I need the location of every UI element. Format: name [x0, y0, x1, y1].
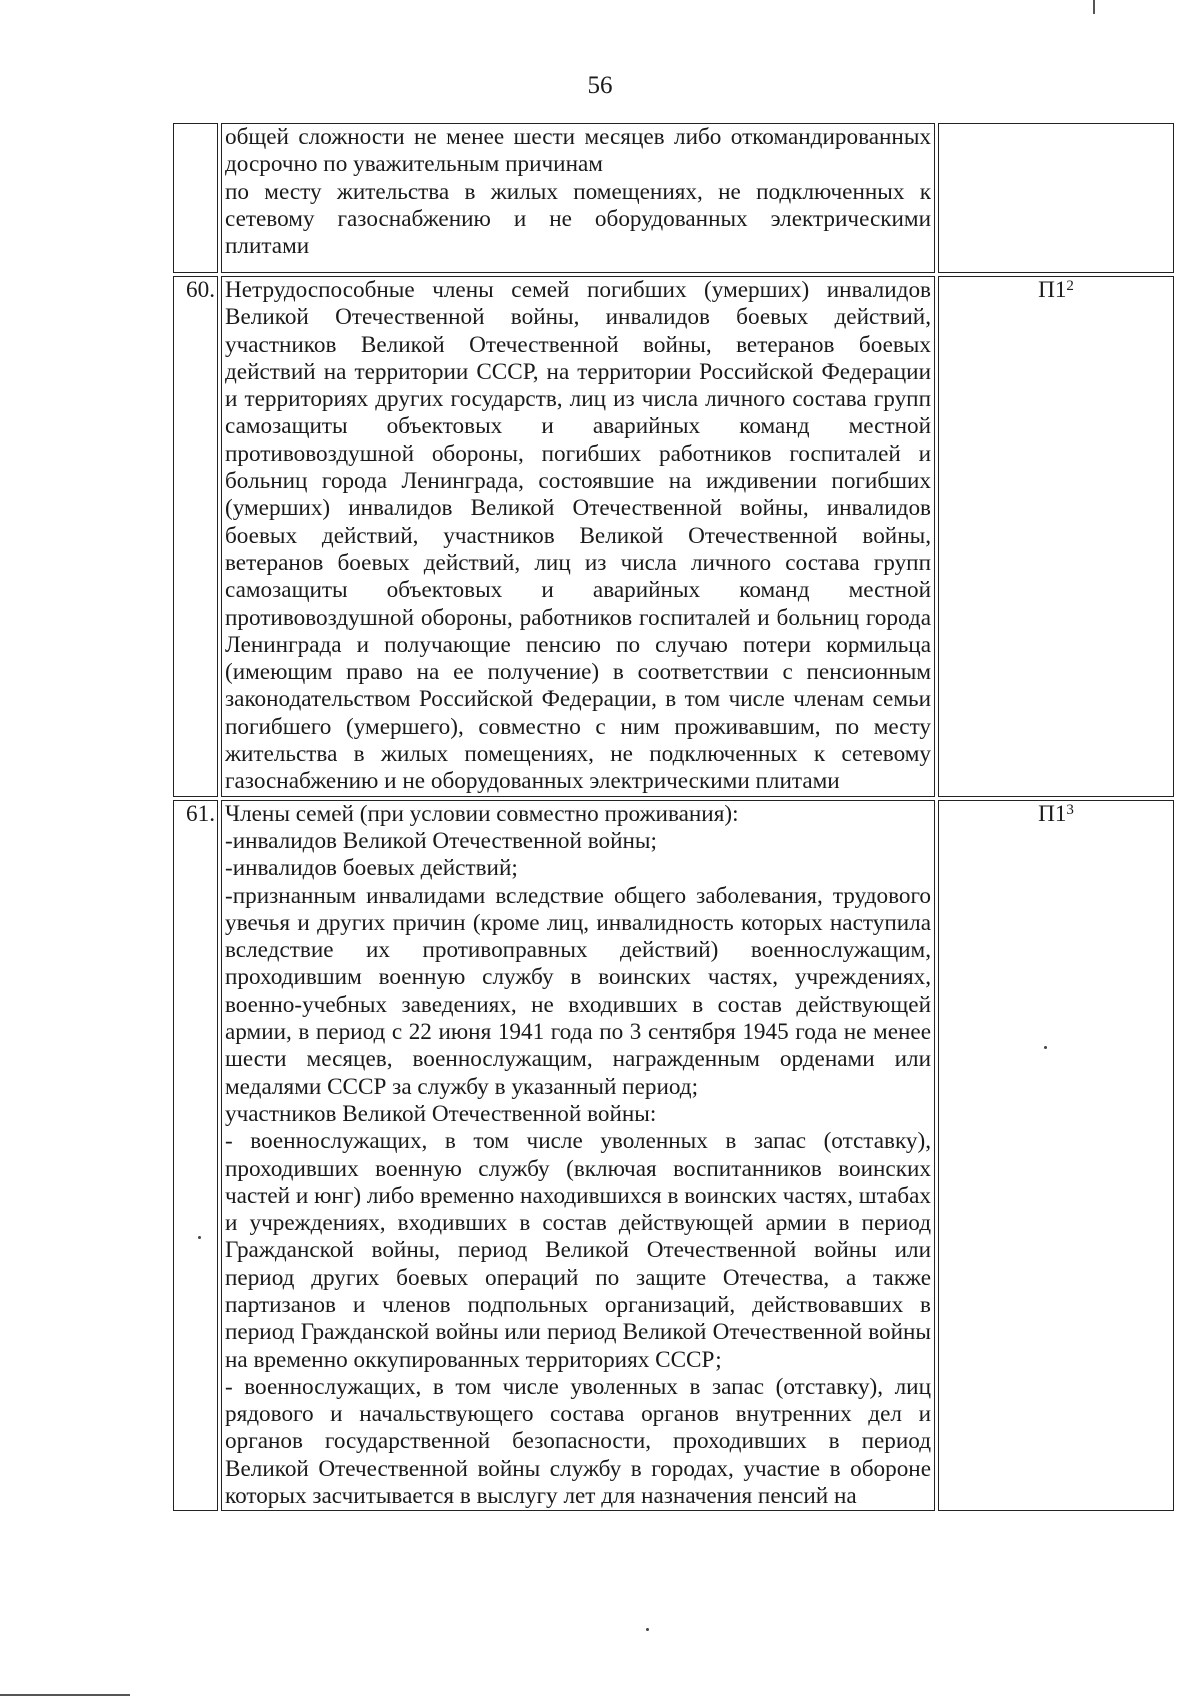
description-paragraph: Нетрудоспособные члены семей погибших (умерших) инвалидов Великой Отечественной войны, инвалидов боевых действий, участников Великой Отечественной войны, ветеранов боевых действий на территории СССР, на территории Российской Федерации и территориях других государств, лиц из числа личного состава групп самозащиты объектовых и аварийных команд местной противовоздушной обороны, погибших работников госпиталей и больниц города Ленинграда, состоявшие на иждивении погибших (умерших) инвалидов Великой Отечественной войны, инвалидов боевых действий, участников Великой Отечественной войны, ветеранов боевых действий, лиц из числа личного состава групп самозащиты объектовых и аварийных команд местной противовоздушной обороны, работников госпиталей и больниц города Ленинграда и получающие пенсию по случаю потери кормильца (имеющим право на ее получение) в соответствии с пенсионным законодательством Российской Федерации, в том числе членам семьи погибшего (умершего), совместно с ним проживавшим, по месту жительства в жилых помещениях, не подключенных к сетевому газоснабжению и не оборудованных электрическими плитами [225, 277, 931, 795]
description-paragraph: Члены семей (при условии совместно проживания): [225, 800, 739, 827]
row-description [221, 123, 935, 273]
page-number: 56 [587, 72, 613, 99]
row-number: 60. [173, 276, 218, 797]
code-main: П1 [1038, 277, 1067, 303]
code-main: П1 [1038, 800, 1067, 827]
scan-speck [646, 1628, 649, 1631]
description-paragraph: участников Великой Отечественной войны: [225, 1100, 657, 1127]
row-code [938, 800, 1174, 1512]
row-number [173, 123, 218, 273]
row-code [938, 123, 1174, 273]
description-paragraph: -признанным инвалидами вследствие общего заболевания, трудового увечья и других причин (кроме лиц, инвалидность которых наступила вследствие их противоправных действий) военнослужащим, проходившим военную службу в воинских частях, учреждениях, военно-учебных заведениях, не входивших в состав действующей армии, в период с 22 июня 1941 года по 3 сентября 1945 года не менее шести месяцев, военнослужащим, награжденным орденами или медалями СССР за службу в указанный период; [225, 882, 931, 1100]
code-superscript: 2 [1066, 278, 1074, 294]
scan-mark [1093, 0, 1095, 14]
table-row [173, 123, 1174, 273]
row-number: 61. [173, 800, 218, 1512]
row-code [938, 276, 1174, 797]
code-superscript: 3 [1066, 801, 1074, 818]
scan-mark [0, 1694, 130, 1696]
benefits-table [170, 120, 1177, 1514]
description-paragraph: -инвалидов боевых действий; [225, 855, 518, 882]
description-paragraph: - военнослужащих, в том числе уволенных в запас (отставку), проходивших военную службу (включая воспитанников воинских частей и юнг) либо временно находившихся в воинских частях, штабах и учреждениях, входивших в состав действующей армии в период Гражданской войны, период Великой Отечественной войны или период других боевых операций по защите Отечества, а также партизанов и членов подпольных организаций, действовавших в период Гражданской войны или период Великой Отечественной войны на временно оккупированных территориях СССР; [225, 1128, 931, 1373]
table-row [173, 276, 1174, 797]
row-description [221, 276, 935, 797]
description-paragraph: -инвалидов Великой Отечественной войны; [225, 827, 657, 854]
description-paragraph: по месту жительства в жилых помещениях, не подключенных к сетевому газоснабжению и не оборудованных электрическими плитами [225, 178, 931, 260]
description-paragraph: общей сложности не менее шести месяцев либо откомандированных досрочно по уважительным причинам [225, 124, 931, 178]
row-description [221, 800, 935, 1512]
description-paragraph: - военнослужащих, в том числе уволенных в запас (отставку), лиц рядового и начальствующего состава органов внутренних дел и органов государственной безопасности, проходивших в период Великой Отечественной войны службу в городах, участие в обороне которых засчитывается в выслугу лет для назначения пенсий на [225, 1373, 931, 1510]
table-row [173, 800, 1174, 1512]
